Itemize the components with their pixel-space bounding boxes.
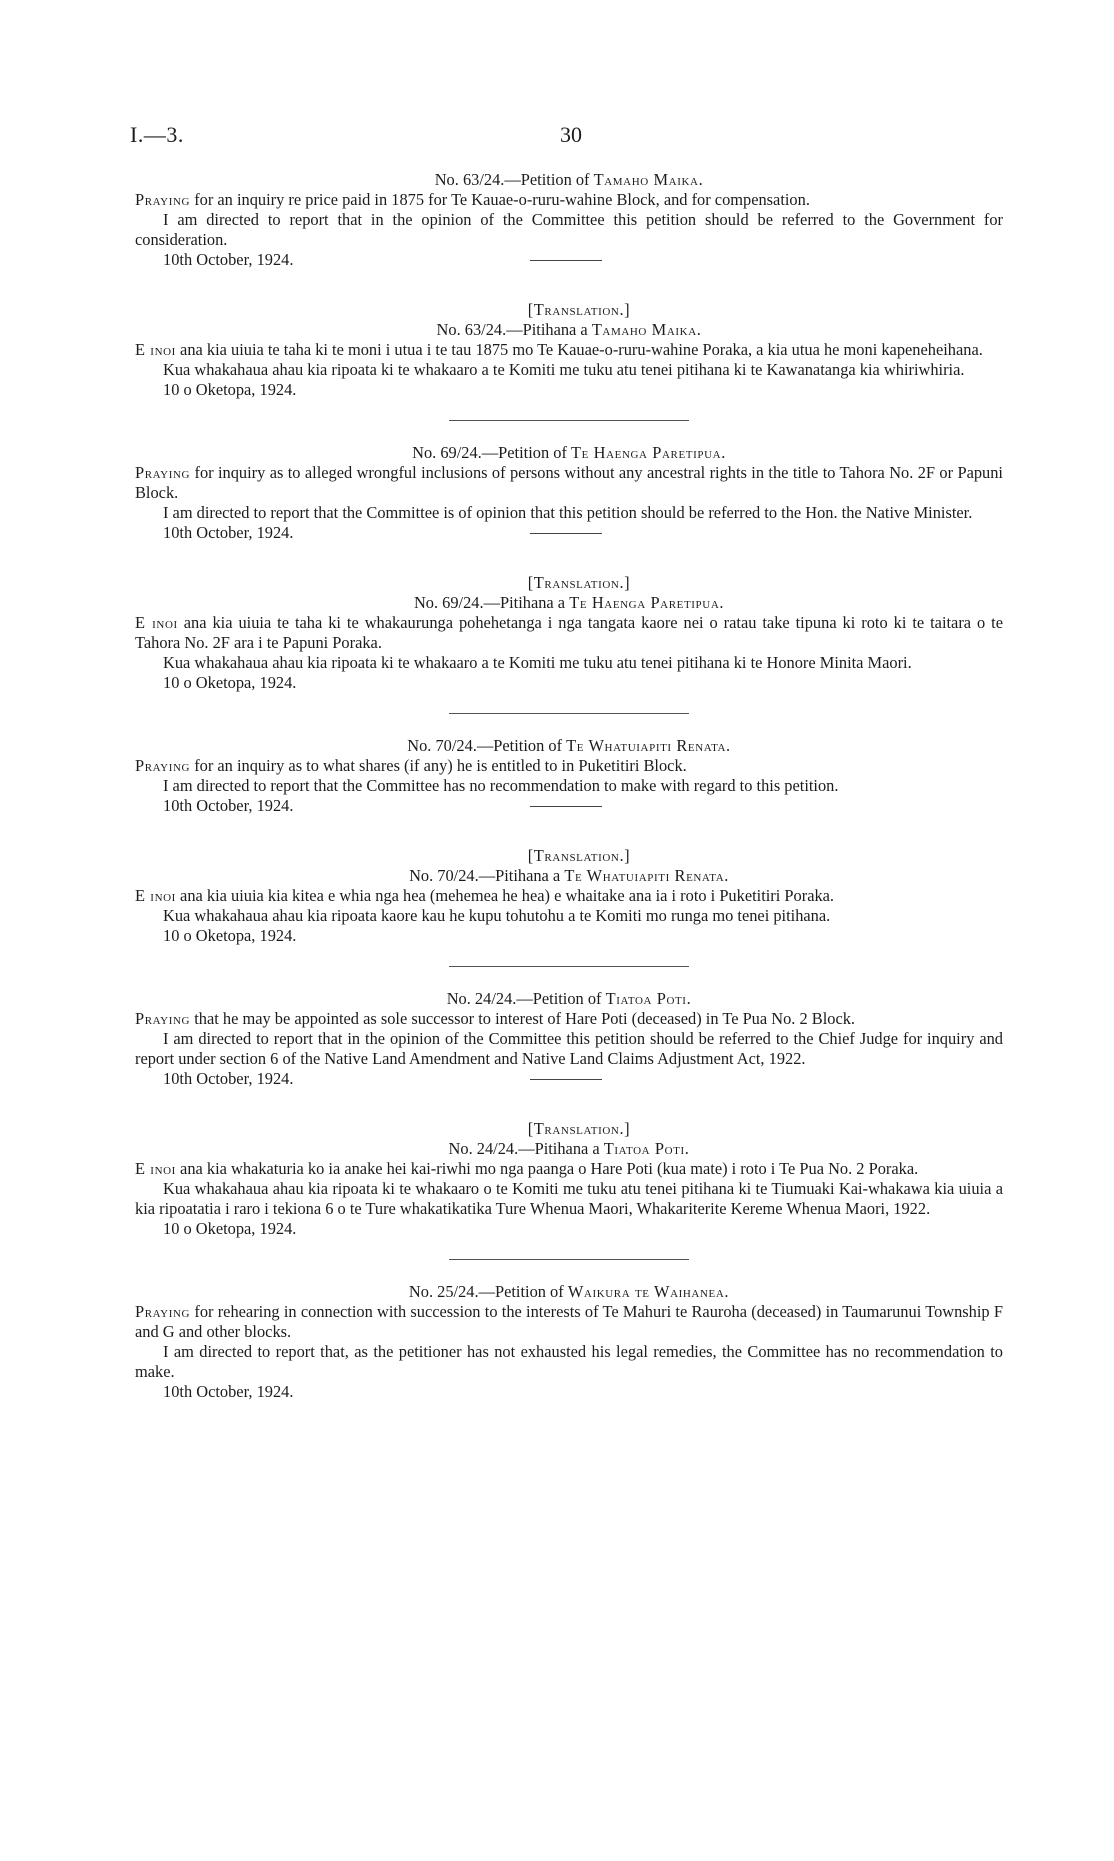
translation-report: Kua whakahaua ahau kia ripoata ki te whakaaro o te Komiti me tuku atu tenei pitihana ki te Tiumuaki Kai-whakawa kia uiuia a kia ripoatatia i raro i tekiona 6 o te Ture whakatikatika Ture Whenua Maori, Whakariterite Kereme Whenua Maori, 1922. — [135, 1179, 1003, 1218]
petition-heading: No. 69/24.—Petition of Te Haenga Paretipua. — [412, 443, 726, 462]
report-paragraph: I am directed to report that the Committee is of opinion that this petition should be referred to the Hon. the Native Minister. — [163, 503, 973, 522]
translation-report: Kua whakahaua ahau kia ripoata kaore kau he kupu tohutohu a te Komiti mo runga mo tenei pitihana. — [163, 906, 831, 925]
petition-63-24 — [135, 170, 1003, 400]
report-paragraph: I am directed to report that in the opinion of the Committee this petition should be referred to the Chief Judge for inquiry and report under section 6 of the Native Land Amendment and Native Land Claims Adjustment Act, 1922. — [135, 1029, 1003, 1068]
translation-date: 10 o Oketopa, 1924. — [163, 926, 297, 945]
page-number: 30 — [560, 122, 582, 147]
translation-label: [Translation.] — [527, 1119, 631, 1138]
translation-heading: No. 70/24.—Pitihana a Te Whatuiapiti Renata. — [409, 866, 729, 885]
translation-report: Kua whakahaua ahau kia ripoata ki te whakaaro a te Komiti me tuku atu tenei pitihana ki te Honore Minita Maori. — [163, 653, 912, 672]
date-line: 10th October, 1924. — [135, 796, 1003, 816]
praying-paragraph: Praying for an inquiry as to what shares (if any) he is entitled to in Puketitiri Block. — [135, 756, 687, 775]
translation-praying: E inoi ana kia uiuia te taha ki te whakaurunga pohehetanga i nga tangata kaore nei o ratau take tipuna ki roto ki te taitara o te Tahora No. 2F ara i te Papuni Poraka. — [135, 613, 1003, 652]
date-line: 10th October, 1924. — [135, 250, 1003, 270]
petition-heading: No. 25/24.—Petition of Waikura te Waihanea. — [408, 1282, 730, 1301]
document-reference: I.—3. — [130, 122, 184, 147]
petition-heading: No. 24/24.—Petition of Tiatoa Poti. — [446, 989, 692, 1008]
page-body — [135, 170, 1003, 1402]
short-rule — [530, 1079, 602, 1080]
petition-24-24 — [135, 989, 1003, 1239]
petitioner-name: Tamaho Maika. — [593, 170, 704, 189]
short-rule — [530, 533, 602, 534]
report-paragraph: I am directed to report that the Committee has no recommendation to make with regard to this petition. — [163, 776, 839, 795]
praying-paragraph: Praying for rehearing in connection with succession to the interests of Te Mahuri te Rauroha (deceased) in Taumarunui Township F and G and other blocks. — [135, 1302, 1003, 1341]
heading-prefix: No. 63/24.—Petition of — [434, 170, 590, 189]
date-line: 10th October, 1924. — [135, 523, 1003, 543]
translation-praying: E inoi ana kia uiuia te taha ki te moni i utua i te tau 1875 mo Te Kauae-o-ruru-wahine Poraka, a kia utua he moni kapeneheihana. — [135, 340, 983, 359]
translation-praying: E inoi ana kia whakaturia ko ia anake hei kai-riwhi mo nga paanga o Hare Poti (kua mate) i roto i Te Pua No. 2 Poraka. — [135, 1159, 919, 1178]
translation-label: [Translation.] — [527, 846, 631, 865]
report-paragraph: I am directed to report that, as the petitioner has not exhausted his legal remedies, the Committee has no recommendation to make. — [135, 1342, 1003, 1381]
translation-label: [Translation.] — [527, 300, 631, 319]
short-rule — [530, 806, 602, 807]
translation-heading: No. 24/24.—Pitihana a Tiatoa Poti. — [448, 1139, 690, 1158]
date-line: 10th October, 1924. — [135, 1069, 1003, 1089]
petition-69-24 — [135, 443, 1003, 693]
translation-date: 10 o Oketopa, 1924. — [163, 673, 297, 692]
petition-heading — [135, 170, 1003, 190]
praying-lead: Praying — [135, 190, 191, 209]
petition-70-24 — [135, 736, 1003, 946]
translation-date: 10 o Oketopa, 1924. — [163, 1219, 297, 1238]
translation-report: Kua whakahaua ahau kia ripoata ki te whakaaro a te Komiti me tuku atu tenei pitihana ki te Kawanatanga kia whiriwhiria. — [163, 360, 965, 379]
date-line: 10th October, 1924. — [163, 1382, 294, 1401]
translation-heading: No. 63/24.—Pitihana a Tamaho Maika. — [436, 320, 702, 339]
petition-heading: No. 70/24.—Petition of Te Whatuiapiti Renata. — [407, 736, 731, 755]
petition-25-24 — [135, 1282, 1003, 1402]
translation-praying: E inoi ana kia uiuia kia kitea e whia nga hea (mehemea he hea) e whaitake ana ia i roto i Puketitiri Poraka. — [135, 886, 835, 905]
translation-date: 10 o Oketopa, 1924. — [163, 380, 297, 399]
translation-label: [Translation.] — [527, 573, 631, 592]
translation-heading: No. 69/24.—Pitihana a Te Haenga Paretipua. — [413, 593, 725, 612]
report-paragraph: I am directed to report that in the opinion of the Committee this petition should be referred to the Government for consideration. — [135, 210, 1003, 249]
praying-paragraph — [135, 190, 1003, 210]
praying-text: for an inquiry re price paid in 1875 for Te Kauae-o-ruru-wahine Block, and for compensation. — [194, 190, 810, 209]
short-rule — [530, 260, 602, 261]
praying-paragraph: Praying that he may be appointed as sole successor to interest of Hare Poti (deceased) in Te Pua No. 2 Block. — [135, 1009, 856, 1028]
praying-paragraph: Praying for inquiry as to alleged wrongful inclusions of persons without any ancestral rights in the title to Tahora No. 2F or Papuni Block. — [135, 463, 1003, 502]
